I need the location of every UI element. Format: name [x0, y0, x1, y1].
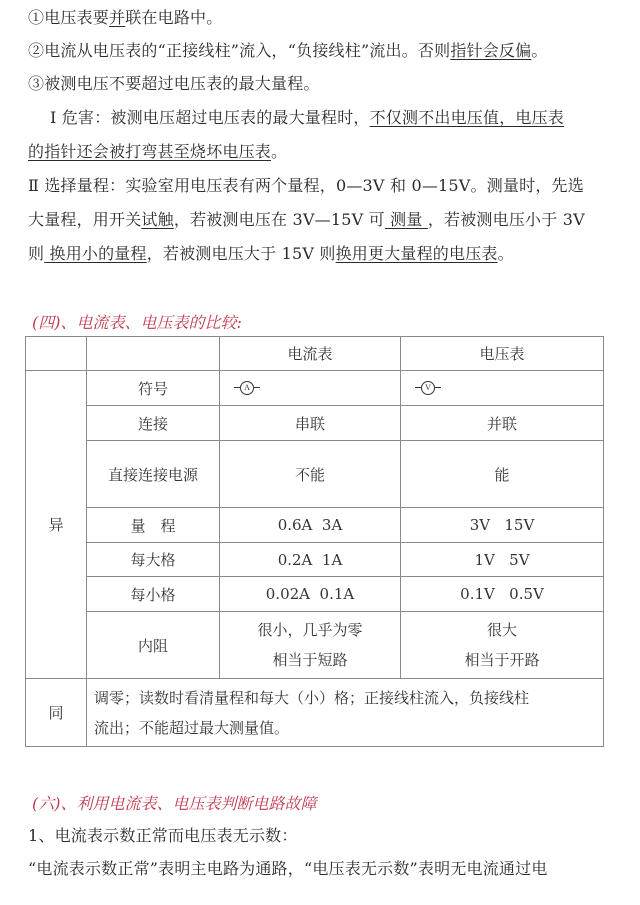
- voltmeter-connection: 并联: [401, 406, 604, 441]
- range-underlined-trial: 试触: [141, 210, 174, 229]
- range-line-2: [28, 210, 585, 230]
- range-text-3a: 则: [28, 244, 45, 263]
- row-label-range: 量 程: [87, 508, 220, 543]
- table-row: [26, 406, 604, 441]
- harm-underlined-1: 不仅测不出电压值，电压表: [369, 108, 565, 127]
- range-text-2b: ，若被测电压在 3V—15V 可: [173, 210, 385, 229]
- range-text-3c: 。: [497, 244, 514, 263]
- harm-line-2: [28, 142, 287, 162]
- section-6-heading: (六)、利用电流表、电压表判断电路故障: [32, 794, 317, 813]
- voltmeter-resistance: [401, 612, 604, 679]
- rule-3: [28, 74, 320, 94]
- table-row: [26, 612, 604, 679]
- fault-item-1-text: “电流表示数正常”表明主电路为通路，“电压表无示数”表明无电流通过电: [28, 859, 548, 878]
- header-ammeter: 电流表: [220, 337, 401, 371]
- row-label-direct-source: 直接连接电源: [87, 441, 220, 508]
- ammeter-small-division: 0.02A 0.1A: [220, 577, 401, 612]
- rule-1-text-b: 联在电路中。: [125, 8, 223, 27]
- table-row: [26, 508, 604, 543]
- voltmeter-large-division: 1V 5V: [401, 543, 604, 577]
- ammeter-resistance-l1: 很小，几乎为零: [257, 621, 363, 639]
- same-content-l2: 流出；不能超过最大测量值。: [94, 718, 290, 737]
- range-line-1: [28, 176, 584, 196]
- range-text-2a: 大量程，用开关: [28, 210, 142, 229]
- range-underlined-small: 换用小的量程: [44, 244, 147, 263]
- rule-3-text: ③被测电压不要超过电压表的最大量程。: [28, 74, 320, 93]
- table-row: [26, 371, 604, 406]
- table-row: [26, 577, 604, 612]
- voltmeter-resistance-l2: 相当于开路: [464, 651, 540, 669]
- range-text-3b: ，若被测电压大于 15V 则: [146, 244, 336, 263]
- harm-end: 。: [271, 142, 288, 161]
- ammeter-resistance: [220, 612, 401, 679]
- header-empty-2: [87, 337, 220, 371]
- table-row-same: [26, 679, 604, 747]
- row-label-large-division: 每大格: [87, 543, 220, 577]
- voltmeter-symbol-icon: V: [415, 381, 441, 395]
- range-text-2c: ，若被测电压小于 3V: [427, 210, 585, 229]
- ammeter-range: 0.6A 3A: [220, 508, 401, 543]
- range-line-3: [28, 244, 514, 264]
- header-empty-1: [26, 337, 87, 371]
- ammeter-resistance-l2: 相当于短路: [272, 651, 348, 669]
- section-4-heading: (四)、电流表、电压表的比较:: [32, 313, 242, 332]
- ammeter-direct-source: 不能: [220, 441, 401, 508]
- rule-1: [28, 8, 222, 28]
- range-text-1: Ⅱ 选择量程：实验室用电压表有两个量程，0—3V 和 0—15V。测量时，先选: [28, 176, 584, 195]
- row-label-small-division: 每小格: [87, 577, 220, 612]
- rule-2-text-a: ②电流从电压表的“正接线柱”流入，“负接线柱”流出。否则: [28, 41, 451, 60]
- comparison-table: [25, 336, 604, 747]
- harm-text: Ⅰ 危害：被测电压超过电压表的最大量程时，: [50, 108, 370, 127]
- row-label-resistance: 内阻: [87, 612, 220, 679]
- same-content-l1: 调零；读数时看清量程和每大（小）格；正接线柱流入，负接线柱: [94, 688, 530, 707]
- harm-line-1: [50, 108, 564, 128]
- row-label-connection: 连接: [87, 406, 220, 441]
- table-header-row: [26, 337, 604, 371]
- voltmeter-small-division: 0.1V 0.5V: [401, 577, 604, 612]
- diff-label: 异: [26, 371, 87, 679]
- same-label: 同: [26, 679, 87, 747]
- ammeter-symbol-icon: A: [234, 381, 260, 395]
- rule-2-text-b: 。: [531, 41, 548, 60]
- row-label-symbol: 符号: [87, 371, 220, 406]
- voltmeter-symbol-cell: [401, 371, 604, 406]
- fault-item-1: 1、电流表示数正常而电压表无示数：: [28, 826, 298, 845]
- rule-2: [28, 41, 548, 61]
- voltmeter-resistance-l1: 很大: [486, 621, 517, 639]
- rule-2-underlined: 指针会反偏: [450, 41, 532, 60]
- voltmeter-range: 3V 15V: [401, 508, 604, 543]
- voltmeter-direct-source: 能: [401, 441, 604, 508]
- ammeter-large-division: 0.2A 1A: [220, 543, 401, 577]
- harm-underlined-2: 的指针还会被打弯甚至烧坏电压表: [28, 142, 272, 161]
- ammeter-connection: 串联: [220, 406, 401, 441]
- range-underlined-measure: 测量: [384, 210, 428, 229]
- range-underlined-bigger: 换用更大量程的电压表: [335, 244, 498, 263]
- header-voltmeter: 电压表: [401, 337, 604, 371]
- rule-1-text-a: ①电压表要: [28, 8, 110, 27]
- table-row: [26, 543, 604, 577]
- same-content: [87, 679, 604, 747]
- rule-1-underlined: 并: [109, 8, 126, 27]
- ammeter-symbol-cell: [220, 371, 401, 406]
- table-row: [26, 441, 604, 508]
